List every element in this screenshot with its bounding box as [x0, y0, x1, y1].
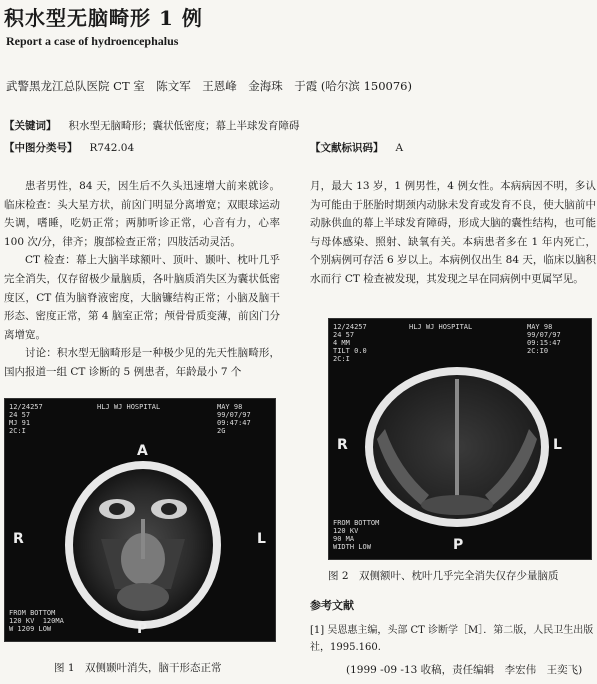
author-line: 武警黑龙江总队医院 CT 室 陈文军 王恩峰 金海珠 于霞 (哈尔滨 150076): [6, 79, 412, 93]
classification-line: [4, 140, 134, 155]
right-column: [310, 177, 596, 289]
marker-left: L: [257, 531, 266, 547]
ct-footer: FROM BOTTOM 120 KV 120MA W 1209 LOW: [9, 609, 64, 633]
ct-header-right: MAY 98 99/07/97 09:15:47 2C:I0: [527, 323, 561, 355]
ct-footer: FROM BOTTOM 120 KV 90 MA WIDTH LOW: [333, 519, 380, 551]
ct-header-left: 12/24257 24 57 MJ 91 2C:I: [9, 403, 43, 435]
document-code-line: [310, 140, 403, 155]
marker-posterior: P: [137, 621, 148, 637]
marker-right: R: [337, 437, 348, 453]
ct-header-right: MAY 98 99/07/97 09:47:47 2G: [217, 403, 251, 435]
ct-header-left: 12/24257 24 57 4 MM TILT 0.0 2C:I: [333, 323, 367, 363]
paragraph-ct-exam: CT 检查：幕上大脑半球额叶、顶叶、颞叶、枕叶几乎完全消失，仅存留极少量脑质，各叶脑质消失区为囊状低密度区，CT 值为脑脊液密度，大脑镰结构正常；小脑及脑干形态、密度正常，第 4 脑室正常；颅骨骨质变薄，前囟门分离增宽。: [4, 254, 280, 341]
article-title-english: Report a case of hydroencephalus: [6, 34, 179, 48]
keywords-label: 【关键词】: [4, 120, 57, 132]
figure-1-caption: 图 1 双侧颞叶消失，脑干形态正常: [54, 662, 222, 674]
paragraph-discussion-continued: 月，最大 13 岁，1 例男性，4 例女性。本病病因不明，多认为可能由于胚胎时期颈内动脉未发育或发育不良，使大脑前中动脉供血的幕上半球发育障碍，形成大脑的囊性结构，也可能与母体感染、照射、缺氧有关。本病患者多在 1 年内死亡，个别病例可存活 6 岁以上。本病例仅出生 84 天，临床以脑积水而行 CT 检查被发现，其发现之早在同病例中更属罕见。: [310, 180, 596, 285]
paragraph-discussion: 讨论：积水型无脑畸形是一种极少见的先天性脑畸形，国内报道一组 CT 诊断的 5 例患者，年龄最小 7 个: [4, 347, 280, 378]
received-note: (1999 -09 -13 收稿，责任编辑 李宏伟 王奕飞): [346, 664, 583, 676]
ct-header-center: HLJ WJ HOSPITAL: [409, 323, 473, 331]
marker-left: L: [553, 437, 562, 453]
document-code-label: 【文献标识码】: [310, 142, 384, 154]
marker-right: R: [13, 531, 24, 547]
marker-anterior: A: [137, 443, 148, 459]
references-heading: 参考文献: [310, 599, 354, 612]
ct-image-figure-2: [328, 318, 592, 560]
figure-2-caption: 图 2 双侧额叶、枕叶几乎完全消失仅存少量脑质: [328, 570, 559, 582]
paragraph-case: 患者男性，84 天，因生后不久头迅速增大前来就诊。临床检查：头大星方状，前囟门明显分离增宽；双眼球运动失调，嗜睡，吃奶正常；两肺听诊正常，心音有力，心率 100 次/分，律齐；腹部检查正常；四肢活动灵活。: [4, 180, 280, 248]
reference-item: [1] 吴恩惠主编，头部 CT 诊断学［M］．第二版，人民卫生出版社，1995.160.: [310, 625, 594, 653]
document-code-value: A: [395, 142, 404, 154]
classification-value: R742.04: [89, 142, 135, 154]
left-column: [4, 177, 280, 382]
keywords-text: 积水型无脑畸形；囊状低密度；幕上半球发育障碍: [68, 120, 300, 132]
article-title: 积水型无脑畸形 1 例: [4, 6, 203, 30]
keywords-line: [4, 118, 300, 133]
classification-label: 【中图分类号】: [4, 142, 78, 154]
ct-header-center: HLJ WJ HOSPITAL: [97, 403, 161, 411]
marker-posterior: P: [453, 537, 464, 553]
ct-image-figure-1: [4, 398, 276, 642]
